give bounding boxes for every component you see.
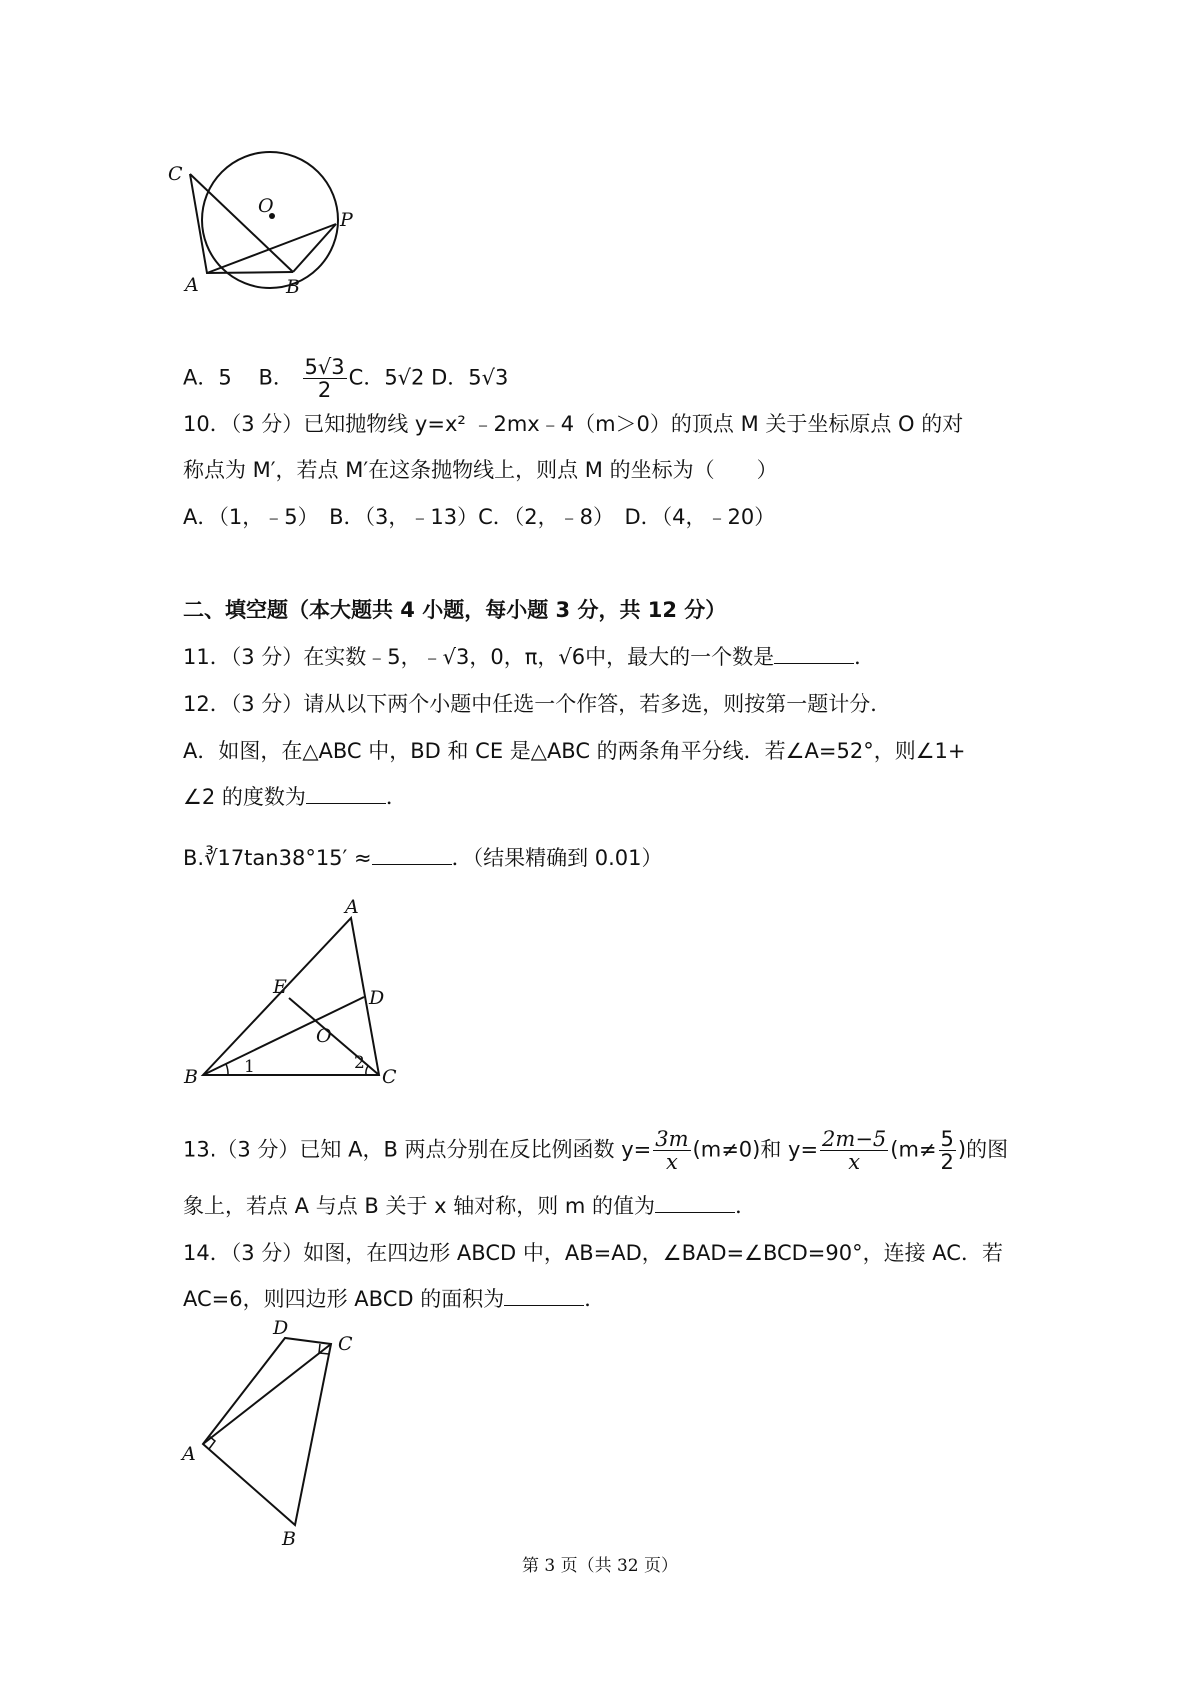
- label-a: A: [182, 1443, 196, 1465]
- angle-1-label: 1: [244, 1057, 255, 1077]
- label-c: C: [382, 1066, 397, 1088]
- fraction: $\frac{3m}{x}$: [655, 1127, 689, 1175]
- q9-options: A．5 B． $\frac{5√3}{2}$ C．5√2 D．5√3: [183, 355, 509, 403]
- label-d: D: [369, 987, 385, 1009]
- answer-blank: [504, 1285, 584, 1306]
- q10-line1: 10．（3 分）已知抛物线 y=x² ﹣2mx﹣4（m＞0）的顶点 M 关于坐标原点 O 的对: [183, 412, 964, 436]
- fraction: $\frac{5√3}{2}$: [304, 355, 345, 403]
- label-o: O: [316, 1025, 332, 1047]
- q13-line2: 象上，若点 A 与点 B 关于 x 轴对称，则 m 的值为 ．: [183, 1194, 757, 1218]
- label-e: E: [273, 976, 287, 998]
- angle-2-label: 2: [354, 1053, 365, 1073]
- q12-line2: A．如图，在△ABC 中，BD 和 CE 是△ABC 的两条角平分线．若∠A=52°，则∠1+: [183, 739, 966, 763]
- q12-line1: 12．（3 分）请从以下两个小题中任选一个作答，若多选，则按第一题计分．: [183, 692, 892, 716]
- q12-line4: B.∛17tan38°15′ ≈ ．（结果精确到 0.01）: [183, 846, 663, 870]
- q14-line2: AC=6，则四边形 ABCD 的面积为 ．: [183, 1287, 606, 1311]
- q14-line1: 14．（3 分）如图，在四边形 ABCD 中，AB=AD，∠BAD=∠BCD=90°，连接 AC．若: [183, 1241, 1003, 1265]
- answer-blank: [774, 643, 854, 664]
- label-a: A: [185, 274, 199, 296]
- label-c: C: [168, 163, 183, 185]
- quadrilateral-figure: [175, 1317, 375, 1550]
- circle-figure: [170, 150, 360, 320]
- label-a: A: [345, 896, 359, 918]
- label-p: P: [340, 209, 353, 231]
- label-b: B: [282, 1528, 296, 1550]
- q10-line2: 称点为 M′，若点 M′在这条抛物线上，则点 M 的坐标为（ ）: [183, 458, 778, 482]
- section-heading: 二、填空题（本大题共 4 小题，每小题 3 分，共 12 分）: [183, 598, 727, 622]
- answer-blank: [372, 844, 452, 865]
- q10-options: A．（1，﹣5） B．（3，﹣13）C．（2，﹣8） D．（4，﹣20）: [183, 505, 776, 529]
- label-b: B: [286, 276, 300, 298]
- page-footer: 第 3 页（共 32 页）: [521, 1556, 679, 1576]
- label-c: C: [338, 1333, 353, 1355]
- label-o: O: [258, 195, 274, 217]
- fraction: $\frac{5}{2}$: [940, 1127, 954, 1175]
- answer-blank: [306, 783, 386, 804]
- q11: 11．（3 分）在实数﹣5，﹣√3，0，π，√6中，最大的一个数是 ．: [183, 645, 876, 669]
- triangle-figure: [180, 893, 410, 1093]
- label-b: B: [184, 1066, 198, 1088]
- q12-line3: ∠2 的度数为 ．: [183, 785, 407, 809]
- label-d: D: [273, 1317, 289, 1339]
- fraction: $\frac{2m-5}{x}$: [822, 1127, 887, 1175]
- q13-line1: 13.（3 分）已知 A，B 两点分别在反比例函数 y= $\frac{3m}{x}$ (m≠0)和 y= $\frac{2m-5}{x}$ (m≠ $\frac{5}{2}$ )的图: [183, 1127, 1009, 1175]
- answer-blank: [655, 1192, 735, 1213]
